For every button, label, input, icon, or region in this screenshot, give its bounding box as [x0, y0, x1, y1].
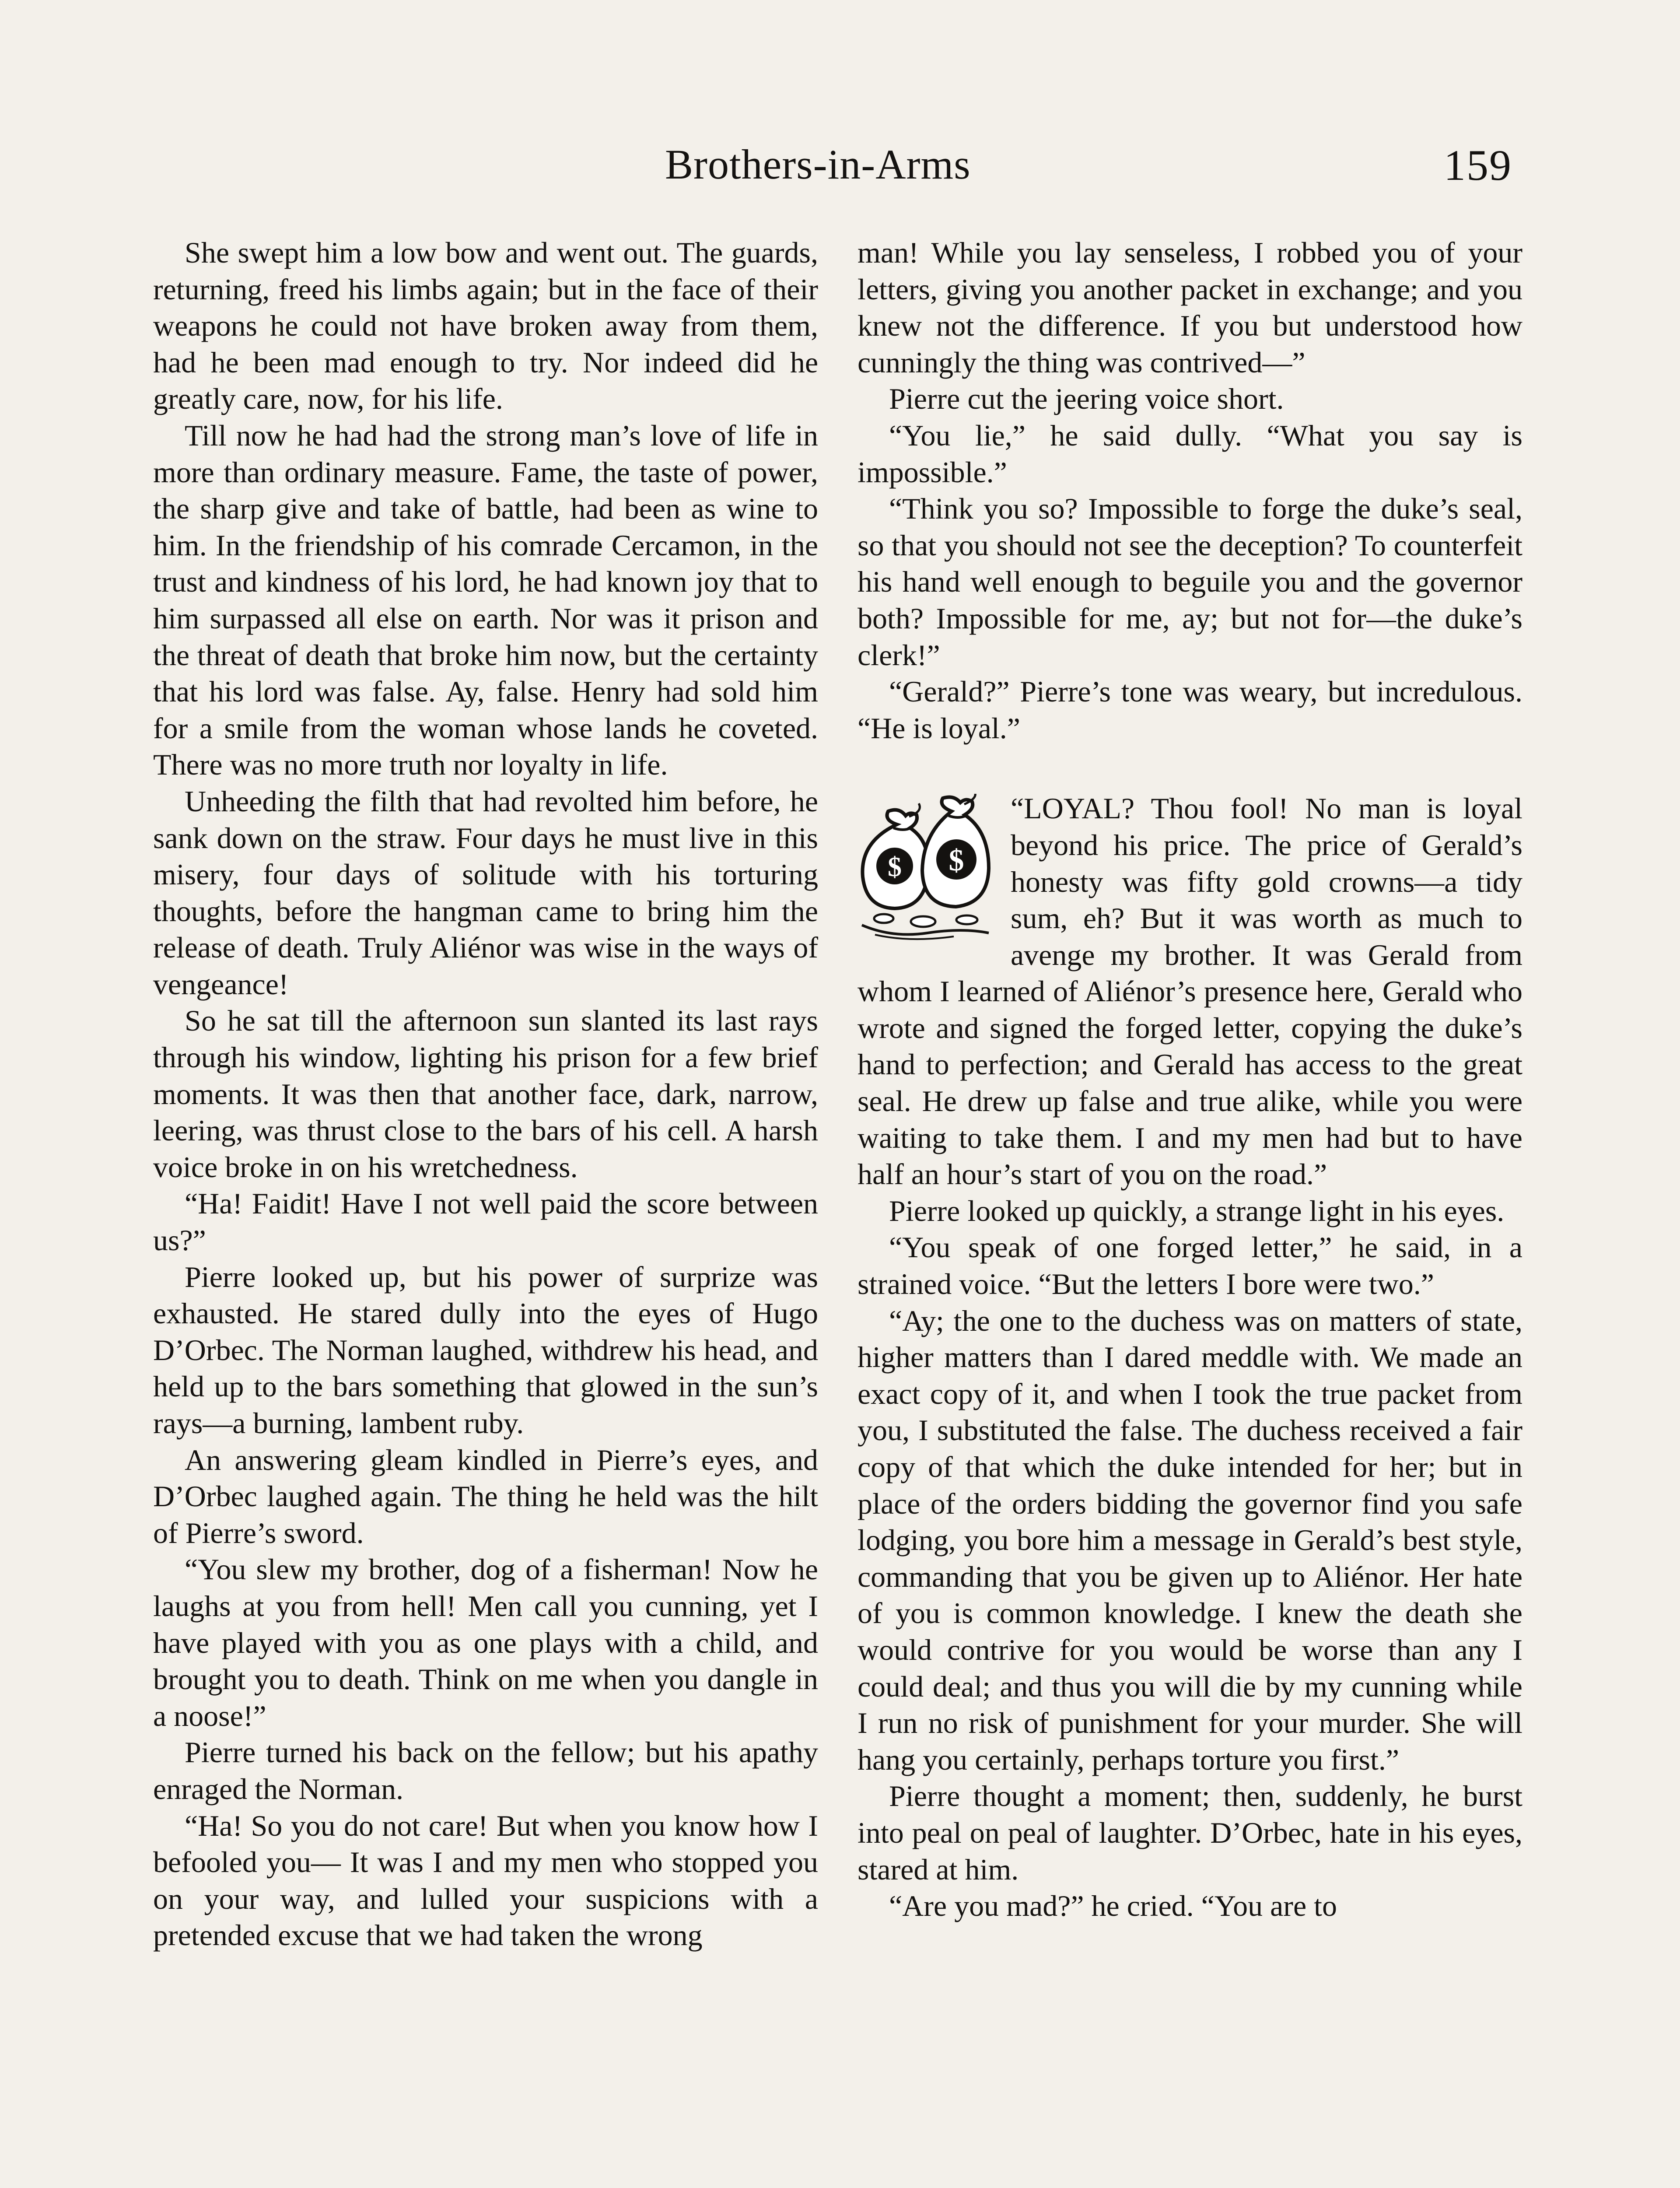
paragraph: man! While you lay senseless, I robbed you of your letters, giving you another packet in exchange; and you knew not the difference. If you but understood how cunningly the thing was contrived—” — [858, 236, 1522, 379]
right-column — [858, 235, 1522, 1925]
paragraph: “Ha! Faidit! Have I not well paid the score between us?” — [153, 1187, 818, 1257]
paragraph: “You lie,” he said dully. “What you say is impossible.” — [858, 418, 1522, 489]
paragraph: Unheeding the filth that had revolted him before, he sank down on the straw. Four days he must live in this misery, four days of solitude with his torturing thoughts, before the hangman came to bring him the release of death. Truly Aliénor was wise in the ways of vengeance! — [153, 784, 818, 1001]
paragraph: Pierre looked up quickly, a strange light in his eyes. — [889, 1194, 1505, 1227]
paragraph: So he sat till the afternoon sun slanted its last rays through his window, lighting his prison for a few brief moments. It was then that another face, dark, narrow, leering, was thrust close to the bars of his cell. A harsh voice broke in on his wretchedness. — [153, 1004, 818, 1184]
left-column — [153, 235, 818, 1954]
paragraph: “You speak of one forged letter,” he said, in a strained voice. “But the letters I bore were two.” — [858, 1231, 1522, 1301]
paragraph: Pierre turned his back on the fellow; but his apathy enraged the Norman. — [153, 1736, 818, 1806]
paragraph: “Gerald?” Pierre’s tone was weary, but incredulous. “He is loyal.” — [858, 675, 1522, 745]
page-header — [0, 140, 1680, 193]
paragraph: “You slew my brother, dog of a fisherman! Now he laughs at you from hell! Men call you cunning, yet I have played with you as one plays with a child, and brought you to death. Think on me when you dangle in a noose!” — [153, 1553, 818, 1732]
paragraph: Pierre cut the jeering voice short. — [889, 382, 1284, 416]
paragraph: “Ha! So you do not care! But when you know how I befooled you— It was I and my men who stopped you on your way, and lulled your suspicions with a pretended excuse that we had taken the wrong — [153, 1809, 818, 1952]
section-opening — [858, 790, 1522, 1193]
paragraph: Pierre looked up, but his power of surprize was exhausted. He stared dully into the eyes of Hugo D’Orbec. The Norman laughed, withdrew his head, and held up to the bars something that glowed in the sun’s rays—a burning, lambent ruby. — [153, 1260, 818, 1440]
section-lead-in: “LOYAL? — [1011, 792, 1135, 825]
page-number: 159 — [1444, 141, 1512, 189]
paragraph: An answering gleam kindled in Pierre’s eyes, and D’Orbec laughed again. The thing he held was the hilt of Pierre’s sword. — [153, 1443, 818, 1550]
dollar-symbol: $ — [948, 844, 964, 878]
paragraph: “Ay; the one to the duchess was on matters of state, higher matters than I dared meddle with. We made an exact copy of it, and when I took the true packet from you, I substituted the false. The duchess received a fair copy of that which the duke intended for her; but in place of the orders bidding the governor find you safe lodging, you bore him a message in Gerald’s best style, commanding that you be given up to Aliénor. Her hate of you is common knowledge. I knew the death she would contrive for you would be worse than any I could deal; and thus you will die by my cunning while I run no risk of punishment for your murder. She will hang you certainly, perhaps torture you first.” — [858, 1304, 1522, 1776]
paragraph: “Are you mad?” he cried. “You are to — [889, 1889, 1337, 1923]
section-first-paragraph-text: Thou fool! No man is loyal beyond his price. The price of Gerald’s honesty was fifty gold crowns—a tidy sum, eh? But it was worth as much to avenge my brother. It was Gerald from whom I learned of Aliénor’s presence here, Gerald who wrote and signed the forged letter, copying the duke’s hand to perfection; and Gerald has access to the great seal. He drew up false and true alike, while you were waiting to take them. I and my men had but to have half an hour’s start of you on the road.” — [858, 792, 1522, 1191]
paragraph: She swept him a low bow and went out. The guards, returning, freed his limbs again; but in the face of their weapons he could not have broken away from them, had he been mad enough to try. Nor indeed did he greatly care, now, for his life. — [153, 236, 818, 416]
paragraph: Pierre thought a moment; then, suddenly, he burst into peal on peal of laughter. D’Orbec, hate in his eyes, stared at him. — [858, 1779, 1522, 1886]
section-break — [858, 747, 1522, 790]
money-bags-icon — [858, 794, 998, 943]
paragraph: “Think you so? Impossible to forge the duke’s seal, so that you should not see the deception? To counterfeit his hand well enough to beguile you and the governor both? Impossible for me, ay; but not for—the duke’s clerk!” — [858, 492, 1522, 672]
running-title: Brothers-in-Arms — [665, 141, 971, 188]
dollar-symbol: $ — [888, 851, 902, 883]
paragraph: Till now he had had the strong man’s love of life in more than ordinary measure. Fame, the taste of power, the sharp give and take of battle, had been as wine to him. In the friendship of his comrade Cercamon, in the trust and kindness of his lord, he had known joy that to him surpassed all else on earth. Nor was it prison and the threat of death that broke him now, but the certainty that his lord was false. Ay, false. Henry had sold him for a smile from the woman whose lands he coveted. There was no more truth nor loyalty in life. — [153, 418, 818, 782]
